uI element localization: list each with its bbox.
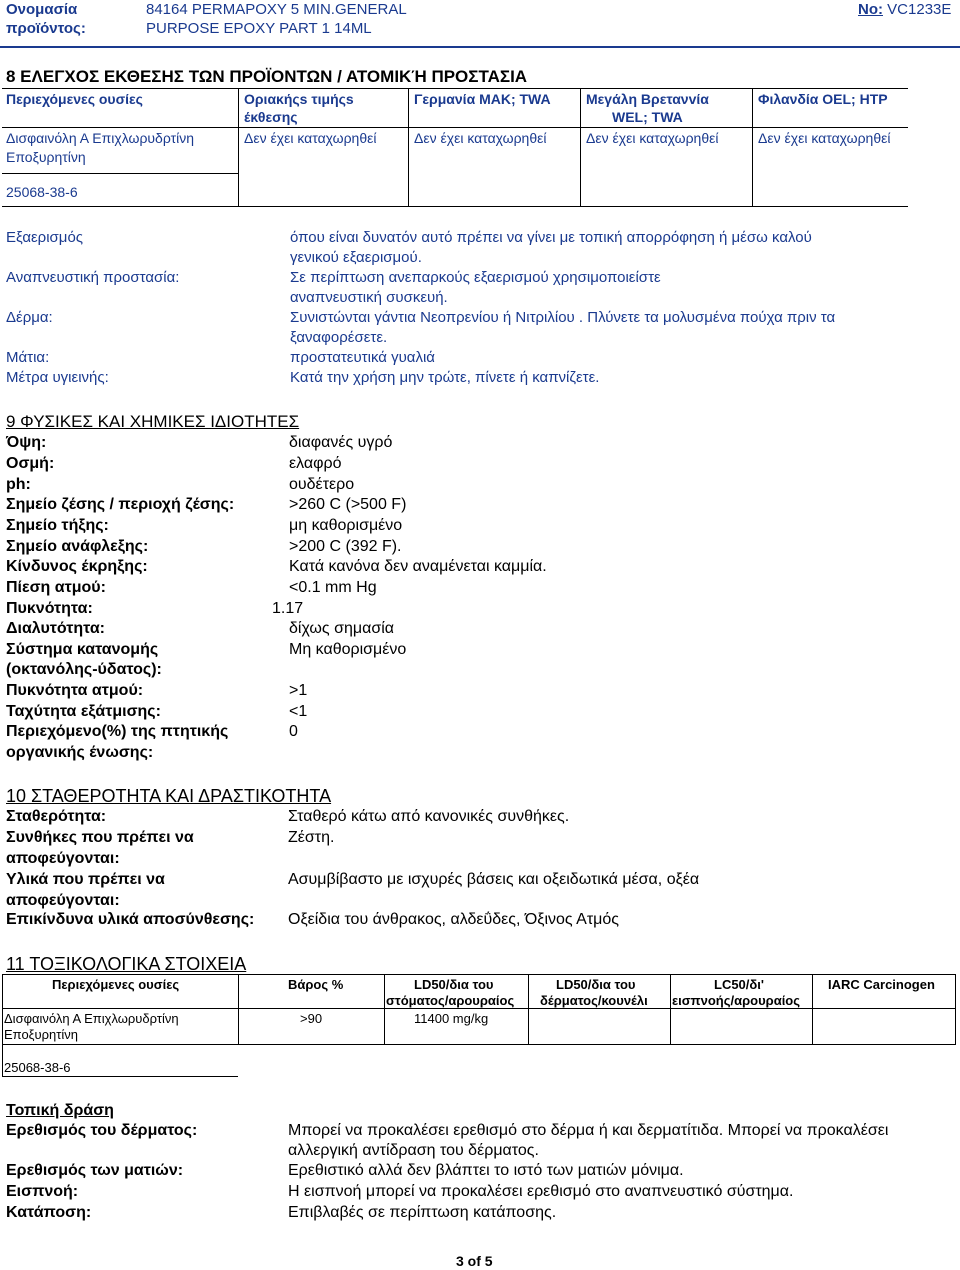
property-label: ph: — [6, 476, 31, 493]
section-9-title: 9 ΦΥΣΙΚΕΣ ΚΑΙ ΧΗΜΙΚΕΣ ΙΔΙΟΤΗΤΕΣ — [6, 412, 300, 431]
property-value: διαφανές υγρό — [289, 434, 393, 451]
table8-col-divider — [752, 88, 753, 206]
table8-header-germany: Γερμανία MAK; TWA — [414, 91, 551, 107]
doc-number: No: VC1233E — [858, 1, 952, 18]
table8-header-uk: Μεγάλη Βρετανvία WEL; TWA — [586, 91, 709, 125]
local-effects-title: Τοπική δράση — [6, 1102, 114, 1119]
materials-label-1: Υλικά που πρέπει να — [6, 871, 165, 888]
table11-header-iarc: IARC Carcinogen — [828, 977, 935, 992]
table11-col-divider — [238, 974, 239, 1044]
table8-bottom-border — [2, 206, 908, 207]
table11-header-substances: Περιεχόμενες ουσίες — [52, 977, 180, 992]
ingestion-value: Επιβλαβές σε περίπτωση κατάποσης. — [288, 1204, 557, 1221]
table11-cas-number: 25068-38-6 — [4, 1060, 71, 1075]
property-label: Πυκνότητα: — [6, 600, 93, 617]
decomposition-label: Επικίνδυνα υλικά αποσύνθεσης: — [6, 911, 255, 928]
property-value: δίχως σημασία — [289, 620, 394, 637]
property-value: Μη καθορισμένο — [289, 641, 407, 658]
materials-label-2: αποφεύγονται: — [6, 892, 120, 909]
table8-limit-value: Δεν έχει καταχωρηθεί — [244, 130, 377, 146]
property-label: Σημείο ζέσης / περιοχή ζέσης: — [6, 496, 235, 513]
table8-substance-name-2: Εποξυρητίνη — [6, 149, 86, 165]
header-divider — [0, 46, 960, 48]
stability-value: Σταθερό κάτω από κανονικές συνθήκες. — [288, 808, 570, 825]
respiratory-value-2: αναπνευστική συσκευή. — [290, 289, 448, 306]
table11-col-divider — [2, 974, 3, 1077]
property-label: Πυκνότητα ατμού: — [6, 682, 144, 699]
skin-label: Δέρμα: — [6, 309, 53, 326]
section-11-title: 11 ΤΟΞΙΚΟΛΟΓΙΚΑ ΣΤΟΙΧΕΙΑ — [6, 954, 247, 974]
property-value: <1 — [289, 703, 308, 720]
table8-header-finland: Φιλανδία OEL; HTP — [758, 91, 888, 107]
table8-germany-value: Δεν έχει καταχωρηθεί — [414, 130, 547, 146]
table11-header-ld50-dermal: LD50/δια του — [556, 977, 636, 992]
eye-irritation-label: Ερεθισμός των ματιών: — [6, 1162, 184, 1179]
table8-top-border — [2, 88, 908, 89]
conditions-label-2: αποφεύγονται: — [6, 850, 120, 867]
table8-col-divider — [238, 88, 239, 206]
table11-substance-name: Δισφαινόλη Α Επιχλωρυδρτίνη — [4, 1011, 179, 1026]
materials-value: Ασυμβίβαστο με ισχυρές βάσεις και οξειδωτικά μέσα, οξέα — [288, 871, 700, 888]
property-value: <0.1 mm Hg — [289, 579, 377, 596]
hygiene-value: Κατά την χρήση μην τρώτε, πίνετε ή καπνίζετε. — [290, 369, 600, 386]
skin-irritation-value-1: Μπορεί να προκαλέσει ερεθισμό στο δέρμα ή και δερματίτιδα. Μπορεί να προκαλέσει — [288, 1122, 889, 1139]
table11-header-ld50-oral-2: στόματος/αρουραίος — [386, 993, 515, 1008]
property-label: οργανικής ένωσης: — [6, 744, 154, 761]
table8-substance-name: Δισφαινόλη Α Επιχλωρυδρτίνη — [6, 130, 195, 146]
table11-header-border — [2, 1008, 956, 1009]
conditions-label-1: Συνθήκες που πρέπει να — [6, 829, 194, 846]
property-value: ελαφρό — [289, 455, 342, 472]
table11-header-weight: Βάρος % — [288, 977, 344, 992]
table11-substance-name-2: Εποξυρητίνη — [4, 1027, 78, 1042]
product-name-line-1: 84164 PERMAPOXY 5 MIN.GENERAL — [146, 1, 407, 18]
eye-irritation-value: Ερεθιστικό αλλά δεν βλάπτει το ιστό των ματιών μόνιμα. — [288, 1162, 684, 1179]
ventilation-label: Εξαερισμός — [6, 229, 84, 246]
table8-cas-number: 25068-38-6 — [6, 184, 78, 200]
property-value: >1 — [289, 682, 308, 699]
product-name-label-2: προϊόντος: — [6, 20, 86, 37]
property-label: (οκτανόλης-ύδατος): — [6, 661, 162, 678]
property-label: Περιεχόμενο(%) της πτητικής — [6, 723, 229, 740]
eyes-label: Μάτια: — [6, 349, 50, 366]
table8-col-divider — [408, 88, 409, 206]
hygiene-label: Μέτρα υγιεινής: — [6, 369, 109, 386]
table11-ld50-value: 11400 mg/kg — [414, 1011, 489, 1026]
section-8-title: 8 ΕΛΕΓΧΟΣ ΕΚΘΕΣΗΣ ΤΩΝ ΠΡΟΪΟΝΤΩΝ / ΑΤΟΜΙΚΉ ΠΡΟΣΤΑΣΙΑ — [6, 67, 528, 86]
skin-irritation-label: Ερεθισμός του δέρματος: — [6, 1122, 198, 1139]
respiratory-value-1: Σε περίπτωση ανεπαρκούς εξαερισμού χρησιμοποιείστε — [290, 269, 661, 286]
property-label: Σύστημα κατανομής — [6, 641, 159, 658]
table8-row-border — [2, 173, 238, 174]
property-value: >260 C (>500 F) — [289, 496, 407, 513]
table11-col-divider — [528, 974, 529, 1044]
respiratory-label: Αναπνευστική προστασία: — [6, 269, 180, 286]
table11-weight-value: >90 — [300, 1011, 323, 1026]
property-value: ουδέτερο — [289, 476, 355, 493]
table8-header-border — [2, 127, 908, 128]
property-label: Σημείο ανάφλεξης: — [6, 538, 149, 555]
product-name-line-2: PURPOSE EPOXY PART 1 14ML — [146, 20, 372, 37]
inhalation-label: Εισπνοή: — [6, 1183, 79, 1200]
table8-col-divider — [580, 88, 581, 206]
property-label: Ταχύτητα εξάτμισης: — [6, 703, 161, 720]
property-value: 1.17 — [272, 600, 304, 617]
table11-col-divider — [670, 974, 671, 1044]
eyes-value: προστατευτικά γυαλιά — [290, 349, 435, 366]
skin-value-2: ξαναφορέσετε. — [290, 329, 388, 346]
section-10-title: 10 ΣΤΑΘΕΡΟΤΗΤΑ ΚΑΙ ΔΡΑΣΤΙΚΟΤΗΤΑ — [6, 786, 332, 806]
table8-header-substances: Περιεχόμενες ουσίες — [6, 91, 143, 107]
property-value: >200 C (392 F). — [289, 538, 402, 555]
property-value: Κατά κανόνα δεν αναμένεται καμμία. — [289, 558, 547, 575]
table8-header-limits: Οριακήςs τιμήςs έκθεσης — [244, 91, 354, 125]
ingestion-label: Κατάποση: — [6, 1204, 92, 1221]
conditions-value: Ζέστη. — [288, 829, 335, 846]
table11-col-divider — [955, 974, 956, 1044]
table11-col-divider — [384, 974, 385, 1044]
property-label: Διαλυτότητα: — [6, 620, 105, 637]
property-label: Οσμή: — [6, 455, 55, 472]
decomposition-value: Οξείδια του άνθρακος, αλδεΰδες, Όξινος Ατμός — [288, 911, 619, 928]
stability-label: Σταθερότητα: — [6, 808, 107, 825]
page-number: 3 of 5 — [456, 1253, 493, 1269]
table8-uk-value: Δεν έχει καταχωρηθεί — [586, 130, 719, 146]
property-value: 0 — [289, 723, 298, 740]
table11-col-divider — [812, 974, 813, 1044]
property-value: μη καθορισμένο — [289, 517, 403, 534]
ventilation-value-1: όπου είναι δυνατόν αυτό πρέπει να γίνει με τοπική απορρόφηση ή μέσω καλού — [290, 229, 812, 246]
skin-value-1: Συνιστώνται γάντια Νεοπρενίου ή Νιτριλίου . Πλύνετε τα μολυσμένα πούχα πριν τα — [290, 309, 836, 326]
property-label: Όψη: — [6, 434, 47, 451]
table11-header-lc50-2: εισπνοής/αρουραίος — [672, 993, 801, 1008]
property-label: Σημείο τήξης: — [6, 517, 109, 534]
table11-header-ld50-dermal-2: δέρματος/κουνέλι — [540, 993, 648, 1008]
table11-row-border — [2, 1044, 956, 1045]
product-name-label: Ονομασία — [6, 1, 78, 18]
table11-header-ld50-oral: LD50/δια του — [414, 977, 494, 992]
skin-irritation-value-2: αλλεργική αντίδραση του δέρματος. — [288, 1142, 539, 1159]
property-label: Πίεση ατμού: — [6, 579, 106, 596]
property-label: Κίνδυνος έκρηξης: — [6, 558, 148, 575]
table11-bottom-border — [2, 1076, 238, 1077]
table8-finland-value: Δεν έχει καταχωρηθεί — [758, 130, 891, 146]
table11-header-lc50: LC50/δι' — [714, 977, 764, 992]
inhalation-value: Η εισπνοή μπορεί να προκαλέσει ερεθισμό στο αναπνευστικό σύστημα. — [288, 1183, 794, 1200]
ventilation-value-2: γενικού εξαερισμού. — [290, 249, 422, 266]
